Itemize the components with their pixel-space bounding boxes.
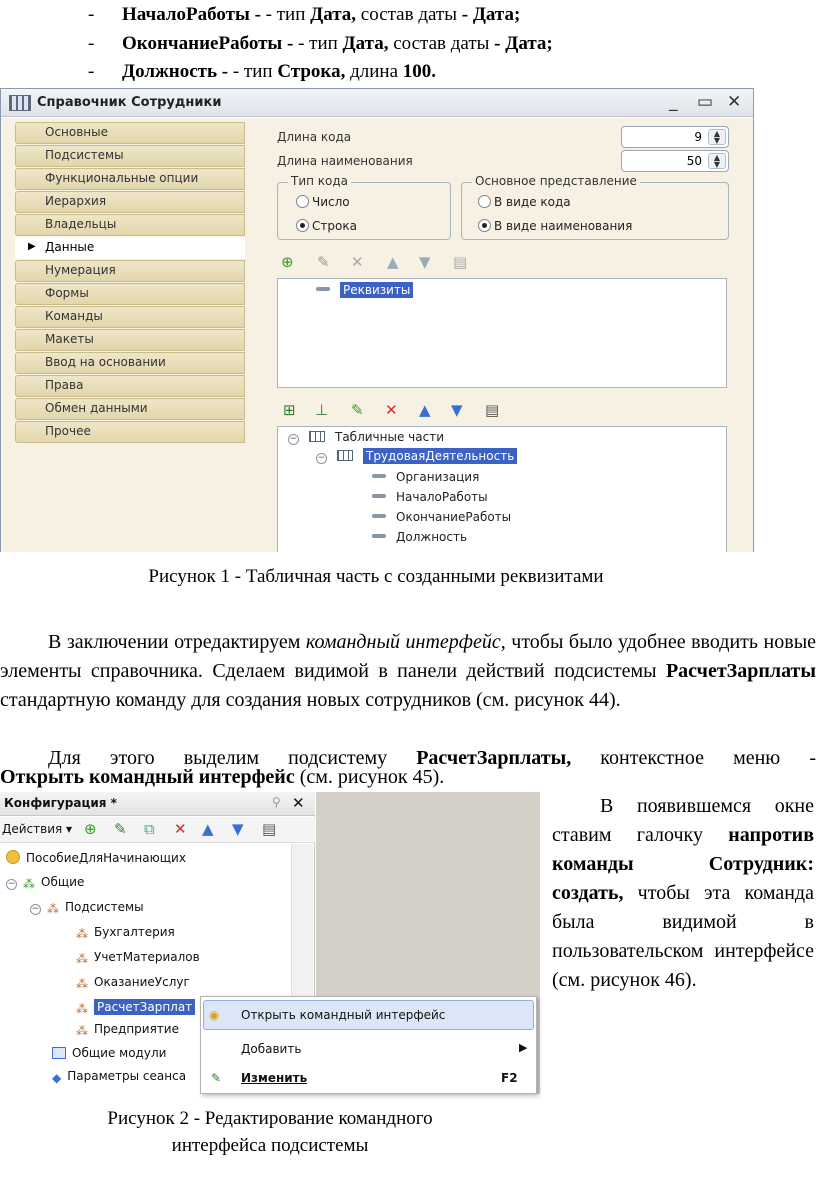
collapse-icon[interactable]: − — [31, 904, 40, 914]
configuration-icon — [6, 850, 20, 864]
nav-basic[interactable]: Основные — [15, 122, 245, 144]
actions-menu[interactable]: Действия ▾ — [2, 822, 73, 836]
tree-item-label: Общие модули — [72, 1046, 167, 1060]
move-down-icon[interactable]: ▼ — [232, 820, 244, 838]
subsystem-icon: ⁂ — [76, 927, 88, 941]
copy-icon[interactable]: ⧉ — [144, 820, 155, 838]
pin-icon[interactable]: ⚲ — [272, 795, 281, 809]
panel-title: Конфигурация * — [4, 796, 117, 810]
tree-common-label: Общие — [41, 875, 85, 889]
subsystem-icon: ⁂ — [76, 1024, 88, 1038]
move-down-icon[interactable]: ▼ — [451, 401, 463, 419]
radio-string-label: Строка — [312, 219, 357, 233]
move-up-icon[interactable]: ▲ — [387, 253, 399, 271]
tabular-root-item[interactable] — [288, 430, 444, 445]
edit-icon: ✎ — [211, 1071, 222, 1085]
main-representation-group — [461, 174, 729, 240]
radio-checked-icon — [296, 219, 309, 232]
name-length-value: 50 — [686, 154, 702, 168]
context-menu — [200, 996, 537, 1094]
menu-item-edit[interactable]: Изменить — [241, 1071, 308, 1085]
tabular-attr-label: Должность — [396, 530, 468, 544]
code-length-value: 9 — [694, 130, 702, 144]
tree-item-label: Параметры сеанса — [67, 1069, 187, 1083]
tree-session-params[interactable] — [52, 1069, 186, 1085]
nav-numbering[interactable]: Нумерация — [15, 260, 245, 282]
nav-commands[interactable]: Команды — [15, 306, 245, 328]
nav-input-by-basis[interactable]: Ввод на основании — [15, 352, 245, 374]
main-representation-title: Основное представление — [472, 174, 640, 188]
tabular-attr-label: НачалоРаботы — [396, 490, 488, 504]
bullet-start-work: - НачалоРаботы - - тип Дата, состав даты - Дата; — [88, 4, 521, 25]
figure-2-caption-line2: интерфейса подсистемы — [171, 1135, 369, 1156]
nav-rights[interactable]: Права — [15, 375, 245, 397]
window-body — [1, 118, 753, 552]
tabular-attr-label: Организация — [396, 470, 480, 484]
tree-common-modules[interactable] — [52, 1046, 166, 1060]
attribute-icon — [316, 287, 330, 291]
close-icon[interactable]: ✕ — [292, 794, 305, 812]
edit-icon[interactable]: ✎ — [351, 401, 364, 419]
attribute-icon — [372, 514, 386, 518]
subsystems-icon: ⁂ — [47, 902, 59, 916]
radio-as-code[interactable] — [478, 195, 571, 209]
menu-open-label: Открыть командный интерфейс — [241, 1008, 446, 1022]
nav-forms[interactable]: Формы — [15, 283, 245, 305]
delete-icon[interactable]: ✕ — [385, 401, 398, 419]
sort-icon[interactable]: ▤ — [262, 820, 277, 838]
attributes-root-item[interactable] — [316, 283, 413, 297]
tabular-attr-item[interactable] — [372, 510, 511, 524]
figure-1-caption: Рисунок 1 - Табличная часть с созданными реквизитами — [148, 566, 604, 587]
nav-subsystems[interactable]: Подсистемы — [15, 145, 245, 167]
radio-as-name-label: В виде наименования — [494, 219, 633, 233]
nav-functional-options[interactable]: Функциональные опции — [15, 168, 245, 190]
panel-header — [0, 792, 315, 816]
code-type-group — [277, 174, 451, 240]
subsystem-icon: ⁂ — [76, 977, 88, 991]
radio-circle-icon — [478, 195, 491, 208]
configuration-panel — [0, 792, 540, 1094]
close-icon[interactable]: ✕ — [727, 92, 742, 112]
move-up-icon[interactable]: ▲ — [202, 820, 214, 838]
tree-item-label: РасчетЗарплат — [94, 999, 195, 1015]
radio-circle-icon — [296, 195, 309, 208]
attribute-icon — [372, 474, 386, 478]
collapse-icon[interactable]: − — [7, 879, 16, 889]
tabular-root-label: Табличные части — [335, 430, 444, 444]
tabular-attr-label: ОкончаниеРаботы — [396, 510, 512, 524]
actions-label: Действия — [2, 822, 63, 836]
nav-other[interactable]: Прочее — [15, 421, 245, 443]
panel-toolbar — [0, 817, 315, 843]
tree-subsystems-label: Подсистемы — [65, 900, 144, 914]
code-length-input[interactable] — [621, 126, 729, 148]
tabular-part-label: ТрудоваяДеятельность — [363, 448, 517, 464]
radio-checked-icon — [478, 219, 491, 232]
radio-string[interactable] — [296, 219, 357, 233]
tree-item[interactable] — [76, 950, 200, 966]
spin-arrows-icon[interactable]: ▲ ▼ — [708, 153, 726, 169]
nav-owners[interactable]: Владельцы — [15, 214, 245, 236]
spin-arrows-icon[interactable]: ▲ ▼ — [708, 129, 726, 145]
delete-icon[interactable]: ✕ — [351, 253, 364, 271]
move-up-icon[interactable]: ▲ — [419, 401, 431, 419]
common-icon: ⁂ — [23, 877, 35, 891]
params-icon: ◆ — [52, 1071, 62, 1085]
code-length-label: Длина кода — [277, 130, 352, 144]
tree-item[interactable] — [76, 975, 190, 991]
sort-icon[interactable]: ▤ — [453, 253, 468, 271]
bullet-position: - Должность - - тип Строка, длина 100. — [88, 61, 437, 82]
add-icon[interactable]: ⊕ — [84, 820, 97, 838]
window-title: Справочник Сотрудники — [37, 95, 222, 110]
tree-item-selected[interactable] — [76, 1000, 195, 1016]
collapse-icon[interactable]: − — [317, 453, 326, 463]
window-titlebar — [1, 89, 753, 117]
catalog-icon — [9, 95, 31, 111]
tree-item-label: Предприятие — [94, 1022, 179, 1036]
nav-data-exchange[interactable]: Обмен данными — [15, 398, 245, 420]
tree-subsystems[interactable] — [30, 900, 144, 916]
attribute-icon — [372, 534, 386, 538]
tree-root-label: ПособиеДляНачинающих — [26, 851, 186, 865]
tabular-attr-item[interactable] — [372, 470, 479, 484]
attributes-tree — [277, 278, 727, 388]
radio-as-code-label: В виде кода — [494, 195, 571, 209]
table-icon — [337, 450, 353, 461]
bullet-end-work: - ОкончаниеРаботы - - тип Дата, состав даты - Дата; — [88, 33, 553, 54]
delete-icon[interactable]: ✕ — [174, 820, 187, 838]
tabular-part-item[interactable] — [316, 449, 517, 464]
name-length-label: Длина наименования — [277, 154, 413, 168]
maximize-icon[interactable]: ▭ — [697, 92, 714, 112]
sort-icon[interactable]: ▤ — [485, 401, 500, 419]
code-type-group-title: Тип кода — [288, 174, 351, 188]
tree-common[interactable] — [6, 875, 84, 891]
table-icon — [309, 431, 325, 442]
edit-icon[interactable]: ✎ — [114, 820, 127, 838]
add-tabular-icon[interactable]: ⊞ — [283, 401, 296, 419]
nav-hierarchy[interactable]: Иерархия — [15, 191, 245, 213]
selected-arrow-icon: ▶ — [28, 241, 36, 252]
command-interface-icon: ◉ — [209, 1008, 220, 1022]
tabular-attr-item[interactable] — [372, 530, 467, 544]
subsystem-icon: ⁂ — [76, 952, 88, 966]
nav-templates[interactable]: Макеты — [15, 329, 245, 351]
radio-number[interactable] — [296, 195, 350, 209]
menu-edit-shortcut: F2 — [501, 1071, 518, 1085]
paragraph-2: Для этого выделим подсистему РасчетЗарплаты, контекстное меню - — [48, 747, 816, 769]
menu-item-add[interactable]: Добавить — [241, 1042, 302, 1056]
module-icon — [52, 1047, 66, 1059]
move-down-icon[interactable]: ▼ — [419, 253, 431, 271]
tree-item[interactable] — [76, 925, 175, 941]
tree-item[interactable] — [76, 1022, 179, 1038]
tree-root[interactable] — [6, 850, 186, 865]
name-length-input[interactable] — [621, 150, 729, 172]
paragraph-1: В заключении отредактируем командный интерфейс, чтобы было удобнее вводить новые элементы справочника. Сделаем видимой в панели действий подсистемы РасчетЗарплаты стандартную команду для создания новых сотрудников (см. рисунок 44). — [0, 631, 816, 711]
tabular-attr-item[interactable] — [372, 490, 488, 504]
catalog-window — [0, 88, 754, 552]
submenu-arrow-icon: ▶ — [519, 1041, 528, 1054]
collapse-icon[interactable]: − — [289, 434, 298, 444]
tree-item-label: ОказаниеУслуг — [94, 975, 190, 989]
tree-item-label: Бухгалтерия — [94, 925, 175, 939]
attributes-root-label: Реквизиты — [340, 282, 413, 298]
nav-data[interactable] — [15, 237, 245, 259]
radio-number-label: Число — [312, 195, 350, 209]
edit-icon[interactable]: ✎ — [317, 253, 330, 271]
nav-data-label: Данные — [45, 240, 95, 254]
minimize-icon[interactable]: _ — [669, 92, 678, 112]
attribute-icon — [372, 494, 386, 498]
figure-2-caption-line1: Рисунок 2 - Редактирование командного — [107, 1108, 433, 1129]
subsystem-icon: ⁂ — [76, 1002, 88, 1016]
side-paragraph: В появившемся окне ставим галочку напротив команды Сотрудник: создать, чтобы эта команда была видимой в пользовательском интерфейсе (см. рисунок 46). — [552, 795, 814, 991]
tabular-parts-tree — [277, 426, 727, 552]
add-icon[interactable]: ⊕ — [281, 253, 294, 271]
add-attribute-icon[interactable]: ⊥ — [315, 401, 329, 419]
radio-as-name[interactable] — [478, 219, 632, 233]
paragraph-2-cont: Открыть командный интерфейс (см. рисунок 45). — [0, 766, 445, 788]
tree-item-label: УчетМатериалов — [94, 950, 200, 964]
